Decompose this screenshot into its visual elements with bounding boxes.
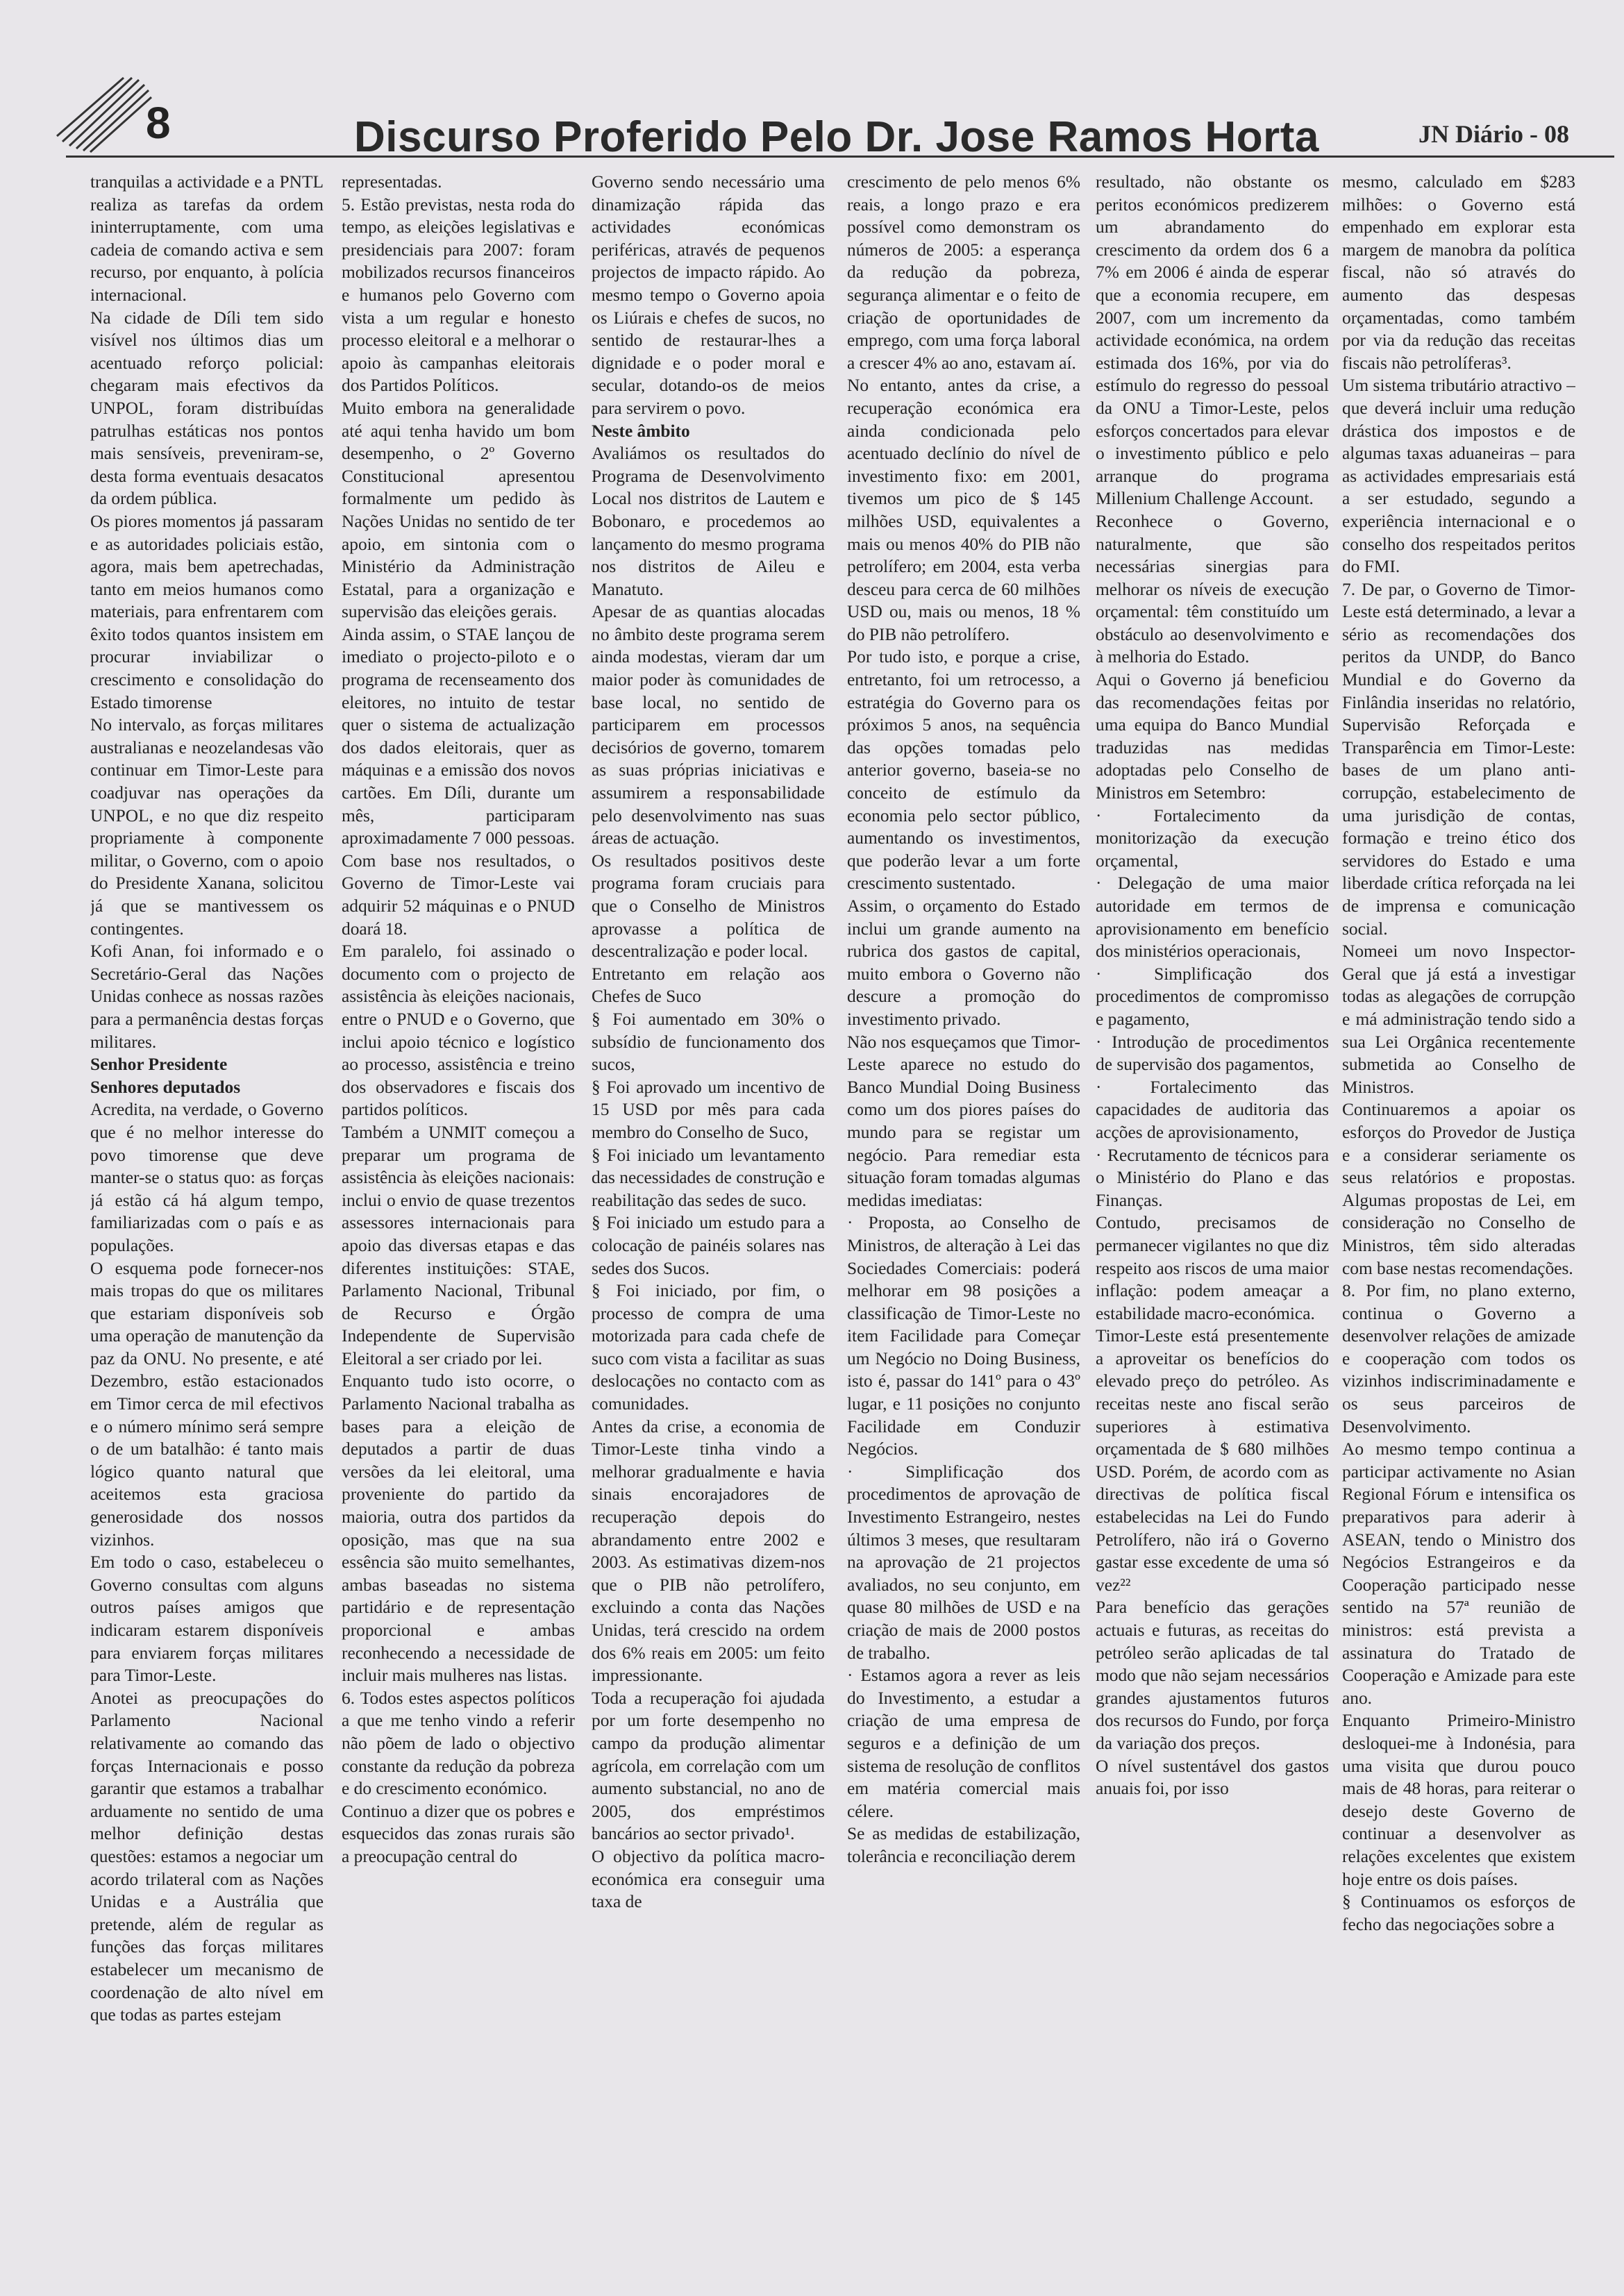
paragraph: 6. Todos estes aspectos políticos a que me tenho vindo a referir não põem de lado o objectivo constante da redução da pobreza e do crescimento económico. xyxy=(342,1688,575,1799)
paragraph: resultado, não obstante os peritos económicos predizerem um abrandamento do crescimento da ordem dos 6 a 7% em 2006 é ainda de esperar que a economia recupere, em 2007, com um incremento da actividade económica, na ordem estimada dos 16%, por via do estímulo do regresso do pessoal da ONU a Timor-Leste, pelos esforços concertados para elevar o investimento público e pelo arranque do programa Millenium Challenge Account. xyxy=(1096,172,1329,509)
subheading: Senhores deputados xyxy=(90,1077,241,1097)
paragraph: § Foi iniciado um estudo para a colocação de painéis solares nas sedes dos Sucos. xyxy=(592,1213,825,1278)
paragraph: tranquilas a actividade e a PNTL realiza as tarefas da ordem ininterruptamente, com uma cadeia de comando activa e sem recurso, por enquanto, à polícia internacional. xyxy=(90,172,324,305)
paragraph: Um sistema tributário atractivo – que deverá incluir uma redução drástica dos impostos e de algumas taxas aduaneiras – para as actividades empresariais está a ser estudado, segundo a experiência internacional e o conselho dos respeitados peritos do FMI. xyxy=(1342,376,1575,577)
paragraph: mesmo, calculado em $283 milhões: o Governo está empenhado em explorar esta margem de manobra da política fiscal, não só através do aumento das despesas orçamentadas, como também por via da redução das receitas fiscais não petrolíferas³. xyxy=(1342,172,1575,373)
paragraph: § Foi iniciado, por fim, o processo de compra de uma motorizada para cada chefe de suco com vista a facilitar as suas deslocações no contacto com as comunidades. xyxy=(592,1281,825,1414)
text-column-1 xyxy=(90,171,324,2254)
paragraph: · Estamos agora a rever as leis do Investimento, a estudar a criação de uma empresa de seguros e a definição de um sistema de resolução de conflitos em matéria comercial mais célere. xyxy=(847,1666,1080,1821)
paragraph: Não nos esqueçamos que Timor-Leste aparece no estudo do Banco Mundial Doing Business como um dos piores países do mundo para se registar um negócio. Para remediar esta situação foram tomadas algumas medidas imediatas: xyxy=(847,1032,1080,1210)
paragraph: No entanto, antes da crise, a recuperação económica era ainda condicionada pelo acentuado declínio do nível de investimento fixo: em 2001, tivemos um pico de $ 145 milhões USD, equivalentes a mais ou menos 40% do PIB não petrolífero; em 2004, esta verba desceu para cerca de 60 milhões USD ou, mais ou menos, 18 % do PIB não petrolífero. xyxy=(847,376,1080,644)
paragraph: Kofi Anan, foi informado e o Secretário-Geral das Nações Unidas conhece as nossas razões para a permanência destas forças militares. xyxy=(90,941,324,1052)
paragraph: O esquema pode fornecer-nos mais tropas do que os militares que estariam disponíveis sob uma operação de manutenção da paz da ONU. No presente, e até Dezembro, estão estacionados em Timor cerca de mil efectivos e o número mínimo será sempre o de um batalhão: é tanto mais lógico quanto natural que aceitemos esta graciosa generosidade dos nossos vizinhos. xyxy=(90,1258,324,1550)
subheading: Senhor Presidente xyxy=(90,1055,228,1075)
page-number: 8 xyxy=(146,98,171,148)
paragraph: · Fortalecimento da monitorização da execução orçamental, xyxy=(1096,805,1329,871)
paragraph: No intervalo, as forças militares australianas e neozelandesas vão continuar em Timor-Leste para coadjuvar nas operações da UNPOL, e no que diz respeito propriamente à componente militar, o Governo, com o apoio do Presidente Xanana, solicitou já que se mantivessem os contingentes. xyxy=(90,715,324,939)
page-header xyxy=(49,69,1576,160)
paragraph: · Recrutamento de técnicos para o Ministério do Plano e das Finanças. xyxy=(1096,1145,1329,1210)
paragraph: § Continuamos os esforços de fecho das negociações sobre a xyxy=(1342,1892,1575,1934)
paragraph: · Introdução de procedimentos de supervisão dos pagamentos, xyxy=(1096,1032,1329,1075)
paragraph: Toda a recuperação foi ajudada por um forte desempenho no campo da produção alimentar agrícola, em correlação com um aumento substancial, no ano de 2005, dos empréstimos bancários ao sector privado¹. xyxy=(592,1688,825,1844)
paragraph: O objectivo da política macro-económica era conseguir uma taxa de xyxy=(592,1846,825,1912)
paragraph: Na cidade de Díli tem sido visível nos últimos dias um acentuado reforço policial: chegaram mais efectivos da UNPOL, foram distribuídas patrulhas estáticas nos pontos mais sensíveis, preveniram-se, desta forma eventuais desacatos da ordem pública. xyxy=(90,308,324,509)
text-column-5 xyxy=(1096,171,1329,2254)
text-column-3 xyxy=(592,171,825,2254)
paragraph: Enquanto tudo isto ocorre, o Parlamento Nacional trabalha as bases para a eleição de deputados a partir de duas versões da lei eleitoral, uma proveniente do partido da maioria, outra dos partidos da oposição, mas que na sua essência são muito semelhantes, ambas baseadas no sistema partidário e de representação proporcional e ambas reconhecendo a necessidade de incluir mais mulheres nas listas. xyxy=(342,1371,575,1686)
paragraph: Os piores momentos já passaram e as autoridades policiais estão, agora, mais bem apetrechadas, tanto em meios humanos como materiais, para enfrentarem com êxito todos quantos insistem em procurar inviabilizar o crescimento e consolidação do Estado timorense xyxy=(90,511,324,712)
paragraph: Nomeei um novo Inspector-Geral que já está a investigar todas as alegações de corrupção e má administração tendo sido a sua Lei Orgânica recentemente submetida ao Conselho de Ministros. xyxy=(1342,941,1575,1097)
paragraph: Aqui o Governo já beneficiou das recomendações feitas por uma equipa do Banco Mundial traduzidas nas medidas adoptadas pelo Conselho de Ministros em Setembro: xyxy=(1096,670,1329,803)
article-title: Discurso Proferido Pelo Dr. Jose Ramos Horta xyxy=(354,113,1319,161)
paragraph: Se as medidas de estabilização, tolerância e reconciliação derem xyxy=(847,1824,1080,1866)
paragraph: representadas. xyxy=(342,172,442,192)
header-rule xyxy=(66,156,1614,158)
paragraph: Entretanto em relação aos Chefes de Suco xyxy=(592,964,825,1007)
paragraph: Por tudo isto, e porque a crise, entretanto, foi um retrocesso, a estratégia do Governo para os próximos 5 anos, na sequência das opções tomadas pelo anterior governo, baseia-se no conceito de estímulo da economia pelo sector público, aumentando os investimentos, que poderão levar a um forte crescimento sustentado. xyxy=(847,647,1080,894)
paragraph: Apesar de as quantias alocadas no âmbito deste programa serem ainda modestas, vieram dar um maior poder às comunidades de base local, no sentido de participarem em processos decisórios de governo, tomarem as suas próprias iniciativas e assumirem a responsabilidade pelo desenvolvimento nas suas áreas de actuação. xyxy=(592,602,825,848)
paragraph: Enquanto Primeiro-Ministro desloquei-me à Indonésia, para uma visita que durou pouco mais de 48 horas, para reiterar o desejo deste Governo de continuar a desenvolver as relações excelentes que existem hoje entre os dois países. xyxy=(1342,1711,1575,1889)
article-body xyxy=(90,171,1575,2254)
paragraph: Continuaremos a apoiar os esforços do Provedor de Justiça e a considerar seriamente os seus relatórios e propostas. Algumas propostas de Lei, em consideração no Conselho de Ministros, têm sido alteradas com base nestas recomendações. xyxy=(1342,1100,1575,1278)
paragraph: · Simplificação dos procedimentos de compromisso e pagamento, xyxy=(1096,964,1329,1029)
paragraph: Também a UNMIT começou a preparar um programa de assistência às eleições nacionais: inclui o envio de quase trezentos assessores internacionais para apoio das diversas etapas e das diferentes instituições: STAE, Parlamento Nacional, Tribunal de Recurso e Órgão Independente de Supervisão Eleitoral a ser criado por lei. xyxy=(342,1122,575,1368)
paragraph: Acredita, na verdade, o Governo que é no melhor interesse do povo timorense que deve manter-se o status quo: as forças já estão cá há algum tempo, familiarizadas com o país e as populações. xyxy=(90,1100,324,1255)
text-column-2 xyxy=(342,171,575,2254)
paragraph: § Foi aprovado um incentivo de 15 USD por mês para cada membro do Conselho de Suco, xyxy=(592,1077,825,1142)
paragraph: Ao mesmo tempo continua a participar activamente no Asian Regional Fórum e intensifica os preparativos para aderir à ASEAN, tendo o Ministro dos Negócios Estrangeiros e da Cooperação participado nesse sentido na 57ª reunião de ministros: está prevista a assinatura do Tratado de Cooperação e Amizade para este ano. xyxy=(1342,1439,1575,1708)
paragraph: O nível sustentável dos gastos anuais foi, por isso xyxy=(1096,1756,1329,1799)
paragraph: crescimento de pelo menos 6% reais, a longo prazo e era possível como demonstram os números de 2005: a esperança da redução da pobreza, segurança alimentar e o feito de criação de oportunidades de emprego, com uma força laboral a crescer 4% ao ano, estavam aí. xyxy=(847,172,1080,373)
paragraph: · Delegação de uma maior autoridade em termos de aprovisionamento em benefício dos ministérios operacionais, xyxy=(1096,873,1329,962)
paragraph: Para benefício das gerações actuais e futuras, as receitas do petróleo serão aplicadas de tal modo que não sejam necessários grandes ajustamentos futuros dos recursos do Fundo, por força da variação dos preços. xyxy=(1096,1598,1329,1753)
paragraph: Avaliámos os resultados do Programa de Desenvolvimento Local nos distritos de Lautem e Bobonaro, e procedemos ao lançamento do mesmo programa nos distritos de Aileu e Manatuto. xyxy=(592,444,825,599)
paragraph: · Proposta, ao Conselho de Ministros, de alteração à Lei das Sociedades Comerciais: poderá melhorar em 98 posições a classificação de Timor-Leste no item Facilidade para Começar um Negócio no Doing Business, isto é, passar do 141º para o 43º lugar, e 11 posições no conjunto Facilidade em Conduzir Negócios. xyxy=(847,1213,1080,1459)
paragraph: Ainda assim, o STAE lançou de imediato o projecto-piloto e o programa de recenseamento dos eleitores, no intuito de testar quer o sistema de actualização dos dados eleitorais, quer as máquinas e a emissão dos novos cartões. Em Díli, durante um mês, participaram aproximadamente 7 000 pessoas. Com base nos resultados, o Governo de Timor-Leste vai adquirir 52 máquinas e o PNUD doará 18. xyxy=(342,624,575,939)
publication-label: JN Diário - 08 xyxy=(1418,120,1569,148)
paragraph: Contudo, precisamos de permanecer vigilantes no que diz respeito aos riscos de uma maior inflação: podem ameaçar a estabilidade macro-económica. xyxy=(1096,1213,1329,1323)
subheading: Neste âmbito xyxy=(592,421,690,441)
paragraph: Antes da crise, a economia de Timor-Leste tinha vindo a melhorar gradualmente e havia sinais encorajadores de recuperação depois do abrandamento entre 2002 e 2003. As estimativas dizem-nos que o PIB não petrolífero, excluindo a conta das Nações Unidas, terá crescido na ordem dos 6% reais em 2005: um feito impressionante. xyxy=(592,1416,825,1686)
paragraph: Anotei as preocupações do Parlamento Nacional relativamente ao comando das forças Internacionais e posso garantir que estamos a trabalhar arduamente no sentido de uma melhor definição destas questões: estamos a negociar um acordo trilateral com as Nações Unidas e a Austrália que pretende, além de regular as funções das forças militares estabelecer um mecanismo de coordenação de alto nível em que todas as partes estejam xyxy=(90,1688,324,2025)
text-column-6 xyxy=(1342,171,1575,2254)
paragraph: 8. Por fim, no plano externo, continua o Governo a desenvolver relações de amizade e cooperação com todos os vizinhos indiscriminadamente e os seus parceiros de Desenvolvimento. xyxy=(1342,1281,1575,1436)
paragraph: § Foi iniciado um levantamento das necessidades de construção e reabilitação das sedes de suco. xyxy=(592,1145,825,1210)
paragraph: Reconhece o Governo, naturalmente, que são necessárias sinergias para melhorar os níveis de execução orçamental: têm constituído um obstáculo ao desenvolvimento e à melhoria do Estado. xyxy=(1096,511,1329,667)
paragraph: 5. Estão previstas, nesta roda do tempo, as eleições legislativas e presidenciais para 2007: foram mobilizados recursos financeiros e humanos pelo Governo com vista a um regular e honesto processo eleitoral e a melhorar o apoio às campanhas eleitorais dos Partidos Políticos. xyxy=(342,194,575,396)
text-column-4 xyxy=(847,171,1080,2254)
paragraph: · Fortalecimento das capacidades de auditoria das acções de aprovisionamento, xyxy=(1096,1077,1329,1142)
paragraph: Assim, o orçamento do Estado inclui um grande aumento na rubrica dos gastos de capital, muito embora o Governo não descure a promoção do investimento privado. xyxy=(847,896,1080,1029)
paragraph: Muito embora na generalidade até aqui tenha havido um bom desempenho, o 2º Governo Constitucional apresentou formalmente um pedido às Nações Unidas no sentido de ter apoio, em sintonia com o Ministério da Administração Estatal, para a organização e supervisão das eleições gerais. xyxy=(342,398,575,622)
paragraph: Continuo a dizer que os pobres e esquecidos das zonas rurais são a preocupação central do xyxy=(342,1801,575,1866)
paragraph: Em paralelo, foi assinado o documento com o projecto de assistência às eleições nacionais, entre o PNUD e o Governo, que inclui apoio técnico e logístico ao processo, assistência e treino dos observadores e fiscais dos partidos políticos. xyxy=(342,941,575,1120)
paragraph: Os resultados positivos deste programa foram cruciais para que o Conselho de Ministros aprovasse a política de descentralização e poder local. xyxy=(592,850,825,962)
paragraph: · Simplificação dos procedimentos de aprovação de Investimento Estrangeiro, nestes últimos 3 meses, que resultaram na aprovação de 21 projectos avaliados, no seu conjunto, em quase 80 milhões de USD e na criação de mais de 2000 postos de trabalho. xyxy=(847,1461,1080,1663)
paragraph: Em todo o caso, estabeleceu o Governo consultas com alguns outros países amigos que indicaram estarem disponíveis para enviarem forças militares para Timor-Leste. xyxy=(90,1552,324,1686)
paragraph: Governo sendo necessário uma dinamização rápida das actividades económicas periféricas, através de pequenos projectos de impacto rápido. Ao mesmo tempo o Governo apoia os Liúrais e chefes de sucos, no sentido de restaurar-lhes a dignidade e o poder moral e secular, dotando-os de meios para servirem o povo. xyxy=(592,172,825,418)
paragraph: § Foi aumentado em 30% o subsídio de funcionamento dos sucos, xyxy=(592,1009,825,1075)
paragraph: Timor-Leste está presentemente a aproveitar os benefícios do elevado preço do petróleo. As receitas neste ano fiscal serão superiores à estimativa orçamentada de $ 680 milhões USD. Porém, de acordo com as directivas de política fiscal estabelecidas na Lei do Fundo Petrolífero, não irá o Governo gastar esse excedente de uma só vez²² xyxy=(1096,1326,1329,1595)
paragraph: 7. De par, o Governo de Timor-Leste está determinado, a levar a sério as recomendações dos peritos da UNDP, do Banco Mundial e do Governo da Finlândia inseridas no relatório, Supervisão Reforçada e Transparência em Timor-Leste: bases de um plano anti-corrupção, estabelecimento de uma jurisdição de contas, formação e treino ético dos servidores do Estado e uma liberdade crítica reforçada na lei de imprensa e comunicação social. xyxy=(1342,579,1575,939)
hatch-lines-icon xyxy=(56,76,160,153)
